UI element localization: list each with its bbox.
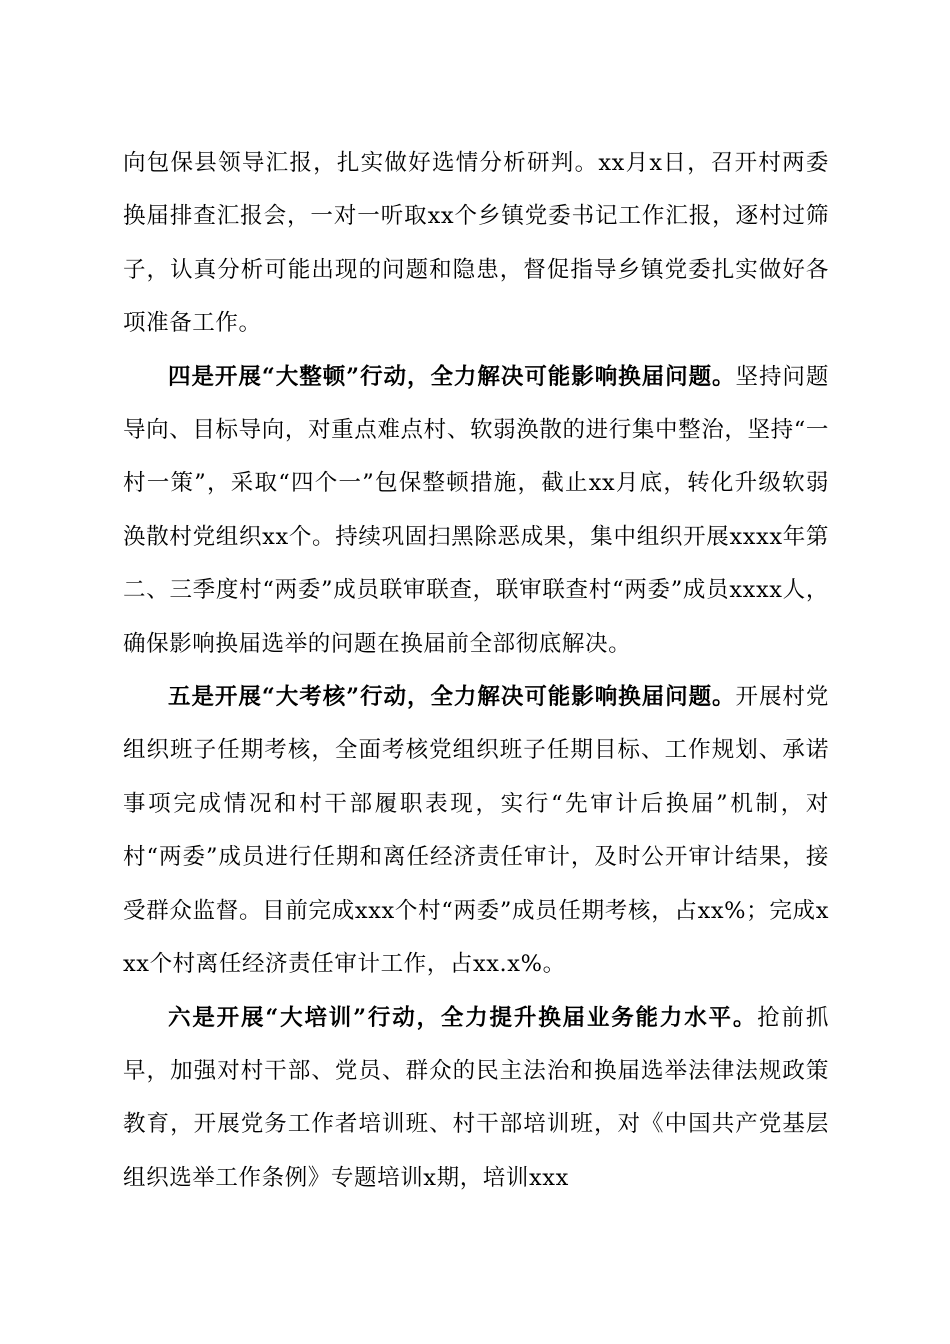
paragraph-text: 开展村党组织班子任期考核，全面考核党组织班子任期目标、工作规划、承诺事项完成情况和村干部履职表现，实行“先审计后换届”机制，对村“两委”成员进行任期和离任经济责任审计，及时公开审计结果，接受群众监督。目前完成xxx个村“两委”成员任期考核，占xx%；完成xxx个村离任经济责任审计工作，占xx.x%。: [123, 684, 829, 978]
document-body: [123, 137, 829, 1205]
paragraph-continuation: [123, 137, 829, 351]
paragraph-text: 抢前抓早，加强对村干部、党员、群众的民主法治和换届选举法律法规政策教育，开展党务工作者培训班、村干部培训班，对《中国共产党基层组织选举工作条例》专题培训x期，培训xxx: [123, 1004, 829, 1191]
paragraph-lead: 六是开展“大培训”行动，全力提升换届业务能力水平。: [168, 1004, 758, 1031]
paragraph-assessment: [123, 671, 829, 991]
paragraph-lead: 五是开展“大考核”行动，全力解决可能影响换届问题。: [168, 684, 736, 711]
paragraph-text: 向包保县领导汇报，扎实做好选情分析研判。xx月x日，召开村两委换届排查汇报会，一对一听取xx个乡镇党委书记工作汇报，逐村过筛子，认真分析可能出现的问题和隐患，督促指导乡镇党委扎实做好各项准备工作。: [123, 150, 829, 337]
paragraph-rectification: [123, 351, 829, 671]
paragraph-training: [123, 992, 829, 1206]
paragraph-text: 坚持问题导向、目标导向，对重点难点村、软弱涣散的进行集中整治，坚持“一村一策”，采取“四个一”包保整顿措施，截止xx月底，转化升级软弱涣散村党组织xx个。持续巩固扫黑除恶成果，集中组织开展xxxx年第二、三季度村“两委”成员联审联查，联审联查村“两委”成员xxxx人，确保影响换届选举的问题在换届前全部彻底解决。: [123, 363, 829, 657]
paragraph-lead: 四是开展“大整顿”行动，全力解决可能影响换届问题。: [168, 363, 736, 390]
